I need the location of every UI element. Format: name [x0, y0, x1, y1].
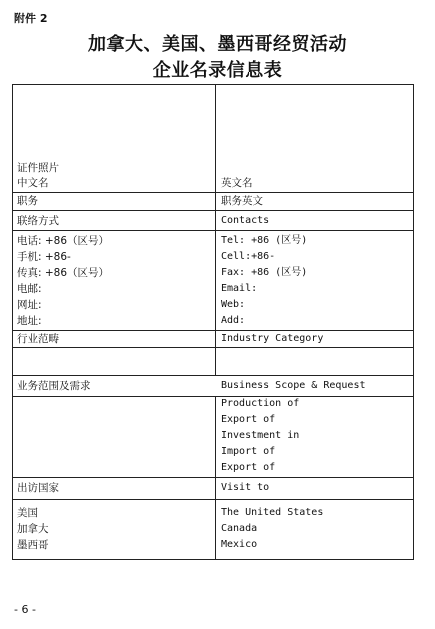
- email-line: 电邮:: [17, 283, 42, 295]
- column-divider: [215, 85, 216, 375]
- document-subtitle: 企业名录信息表: [152, 60, 283, 81]
- country-canada: 加拿大: [17, 523, 49, 535]
- row-divider: [13, 347, 413, 348]
- scope-item: Export of: [221, 414, 276, 425]
- attachment-label: 附件 2: [14, 12, 48, 25]
- mobile-line: 手机: +86-: [17, 251, 71, 263]
- country-usa: 美国: [17, 507, 38, 519]
- row-divider: [13, 499, 413, 500]
- enterprise-info-form: [12, 84, 414, 560]
- row-divider: [13, 396, 413, 397]
- tel-line: Tel: +86 (区号): [221, 235, 308, 246]
- column-divider: [215, 396, 216, 560]
- position-label: 职务: [17, 195, 38, 207]
- visit-label: 出访国家: [17, 482, 59, 494]
- scope-item: Export of: [221, 462, 276, 473]
- position-en-label: 职务英文: [221, 195, 263, 207]
- cell-line: Cell:+86-: [221, 251, 276, 262]
- chinese-name-label: 中文名: [17, 177, 49, 189]
- row-divider: [13, 192, 413, 193]
- phone-line: 电话: +86（区号）: [17, 235, 110, 247]
- industry-en-label: Industry Category: [221, 333, 324, 344]
- photo-label: 证件照片: [17, 162, 59, 174]
- country-mexico: 墨西哥: [17, 539, 49, 551]
- fax-en-line: Fax: +86 (区号): [221, 267, 308, 278]
- row-divider: [13, 210, 413, 211]
- add-en-line: Add:: [221, 315, 246, 326]
- address-line: 地址:: [17, 315, 42, 327]
- country-usa-en: The United States: [221, 507, 324, 518]
- country-mexico-en: Mexico: [221, 539, 258, 550]
- english-name-label: 英文名: [221, 177, 253, 189]
- page-number: - 6 -: [14, 603, 36, 616]
- contact-label: 联络方式: [17, 215, 59, 227]
- website-line: 网址:: [17, 299, 42, 311]
- scope-en-label: Business Scope & Request: [221, 380, 366, 391]
- fax-line: 传真: +86（区号）: [17, 267, 110, 279]
- email-en-line: Email:: [221, 283, 258, 294]
- scope-item: Production of: [221, 398, 300, 409]
- industry-label: 行业范畴: [17, 333, 59, 345]
- document-title: 加拿大、美国、墨西哥经贸活动: [88, 34, 347, 55]
- web-en-line: Web:: [221, 299, 246, 310]
- contact-en-label: Contacts: [221, 215, 270, 226]
- scope-item: Investment in: [221, 430, 300, 441]
- scope-label: 业务范围及需求: [17, 380, 91, 392]
- row-divider: [13, 330, 413, 331]
- row-divider: [13, 230, 413, 231]
- row-divider: [13, 477, 413, 478]
- scope-item: Import of: [221, 446, 276, 457]
- visit-en-label: Visit to: [221, 482, 270, 493]
- country-canada-en: Canada: [221, 523, 258, 534]
- row-divider: [13, 375, 413, 376]
